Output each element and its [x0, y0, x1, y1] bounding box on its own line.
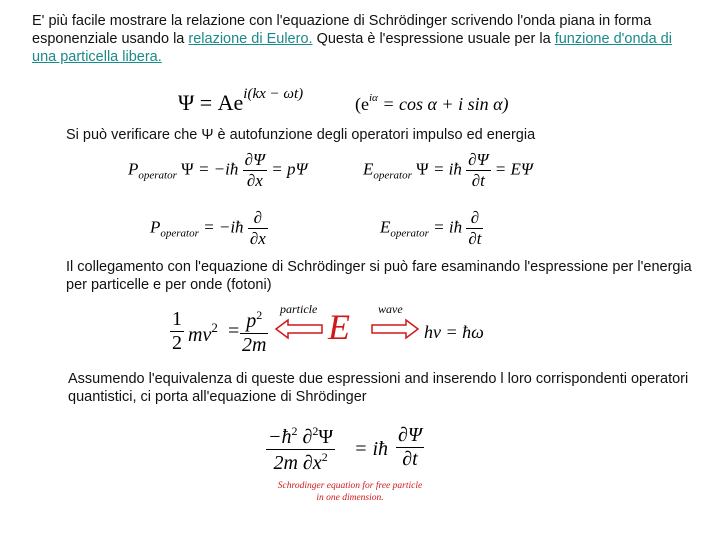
frac-num: ∂Ψ — [468, 150, 489, 169]
plane-wave-lhs: Ψ = Ae — [178, 90, 244, 115]
caption-line-1: Schrodinger equation for free particle — [277, 481, 423, 491]
schrodinger-caption — [255, 480, 445, 504]
momentum-symbol: P — [150, 217, 161, 237]
operator-subscript: operator — [160, 227, 199, 240]
plane-wave-exponent: i(kx − ωt) — [243, 86, 304, 102]
mv-text: mv — [188, 324, 212, 346]
frac-den: ∂x — [246, 171, 263, 190]
ihbar: = iħ — [432, 159, 462, 179]
caption-line-2: in one dimension. — [316, 493, 384, 503]
dpsi-dt-fraction — [466, 150, 490, 191]
minus-ihbar: = −iħ — [197, 159, 239, 179]
frac-num: ∂ — [466, 208, 483, 229]
left-arrow-icon — [274, 318, 324, 340]
right-arrow-icon — [370, 318, 420, 340]
momentum-symbol: P — [128, 159, 139, 179]
energy-symbol: E — [380, 217, 391, 237]
psi-symbol: Ψ — [318, 426, 334, 448]
intro-text-1: E' più facile mostrare la relazione con l'equazione di Schrödinger scrivendo l'onda piana in forma esponenziale usando la — [32, 13, 652, 47]
operator-subscript: operator — [390, 227, 429, 240]
p2-over-2m-fraction — [240, 308, 268, 357]
energy-E: E — [328, 307, 350, 347]
link-sentence: Il collegamento con l'equazione di Schrödinger si può fare esaminando l'espressione per l'energia per particelle e per onde (fotoni) — [66, 259, 692, 293]
final-sentence: Assumendo l'equivalenza di queste due espressioni and inserendo l loro corrispondenti operatori quantistici, ci porta all'equazione di Shrödinger — [68, 371, 689, 405]
photon-energy: hν = ħω — [424, 322, 484, 342]
euler-open: (e — [355, 94, 369, 114]
frac-num: ∂Ψ — [398, 424, 422, 446]
intro-paragraph — [32, 12, 692, 66]
frac-num: $-ħ^2$ ∂$^2$Ψ — [268, 424, 334, 448]
equals-ihbar: = iħ — [354, 438, 389, 460]
frac-num: ∂Ψ — [244, 150, 265, 169]
intro-text-2: Questa è l'espressione usuale per la — [316, 31, 551, 47]
d-dx-fraction — [248, 208, 268, 249]
partial-symbol: ∂ — [302, 426, 313, 448]
dpsi-dt-fraction — [396, 424, 424, 471]
frac-den: 2m — [242, 334, 267, 356]
frac-den: ∂x — [249, 229, 266, 248]
one-half-fraction — [170, 308, 184, 355]
frac-den: ∂t — [471, 171, 485, 190]
minus-ihbar: = −iħ — [203, 217, 244, 237]
d-dt-fraction — [466, 208, 483, 249]
energy-operator-definition — [380, 208, 483, 249]
two-m: 2m — [273, 452, 298, 474]
plane-wave-equation — [178, 86, 303, 116]
momentum-operator-definition — [150, 208, 268, 249]
wave-label: wave — [378, 302, 403, 316]
operator-subscript: operator — [373, 169, 412, 182]
dpsi-dx-fraction — [243, 150, 267, 191]
psi-symbol: Ψ — [181, 159, 194, 179]
frac-den: 2m $\partial x^2$ — [273, 450, 328, 474]
free-particle-wavefunction-link[interactable]: funzione d'onda di una particella libera. — [32, 31, 672, 65]
dx: ∂x — [302, 452, 322, 474]
minus-hbar: −ħ — [268, 426, 292, 448]
euler-relation-link[interactable]: relazione di Eulero. — [188, 31, 313, 47]
p-psi: = pΨ — [271, 159, 308, 179]
frac-den: ∂t — [468, 229, 482, 248]
psi-symbol: Ψ — [416, 159, 429, 179]
energy-symbol: E — [363, 159, 374, 179]
mv2-term: $mv^2$ — [188, 320, 218, 346]
energy-eigen-equation — [363, 150, 533, 191]
frac-den: 2 — [172, 332, 182, 354]
euler-exponent: iα — [368, 92, 378, 104]
frac-num: $p^2$ — [240, 308, 268, 334]
frac-num: 1 — [172, 308, 182, 330]
euler-rest: = cos α + i sin α) — [382, 94, 509, 114]
operator-subscript: operator — [138, 169, 177, 182]
e-psi: = EΨ — [494, 159, 533, 179]
p-symbol: p — [246, 310, 257, 332]
euler-relation-equation — [355, 92, 509, 115]
schrodinger-equation — [266, 424, 436, 480]
frac-den: ∂t — [402, 448, 418, 470]
equals-sign: = — [228, 320, 240, 342]
energy-relation — [170, 302, 500, 362]
particle-label: particle — [280, 302, 318, 316]
frac-num: ∂ — [248, 208, 268, 229]
ihbar: = iħ — [433, 217, 463, 237]
operators-sentence: Si può verificare che Ψ è autofunzione degli operatori impulso ed energia — [66, 127, 536, 143]
momentum-eigen-equation — [128, 150, 307, 191]
laplacian-fraction — [266, 424, 335, 475]
